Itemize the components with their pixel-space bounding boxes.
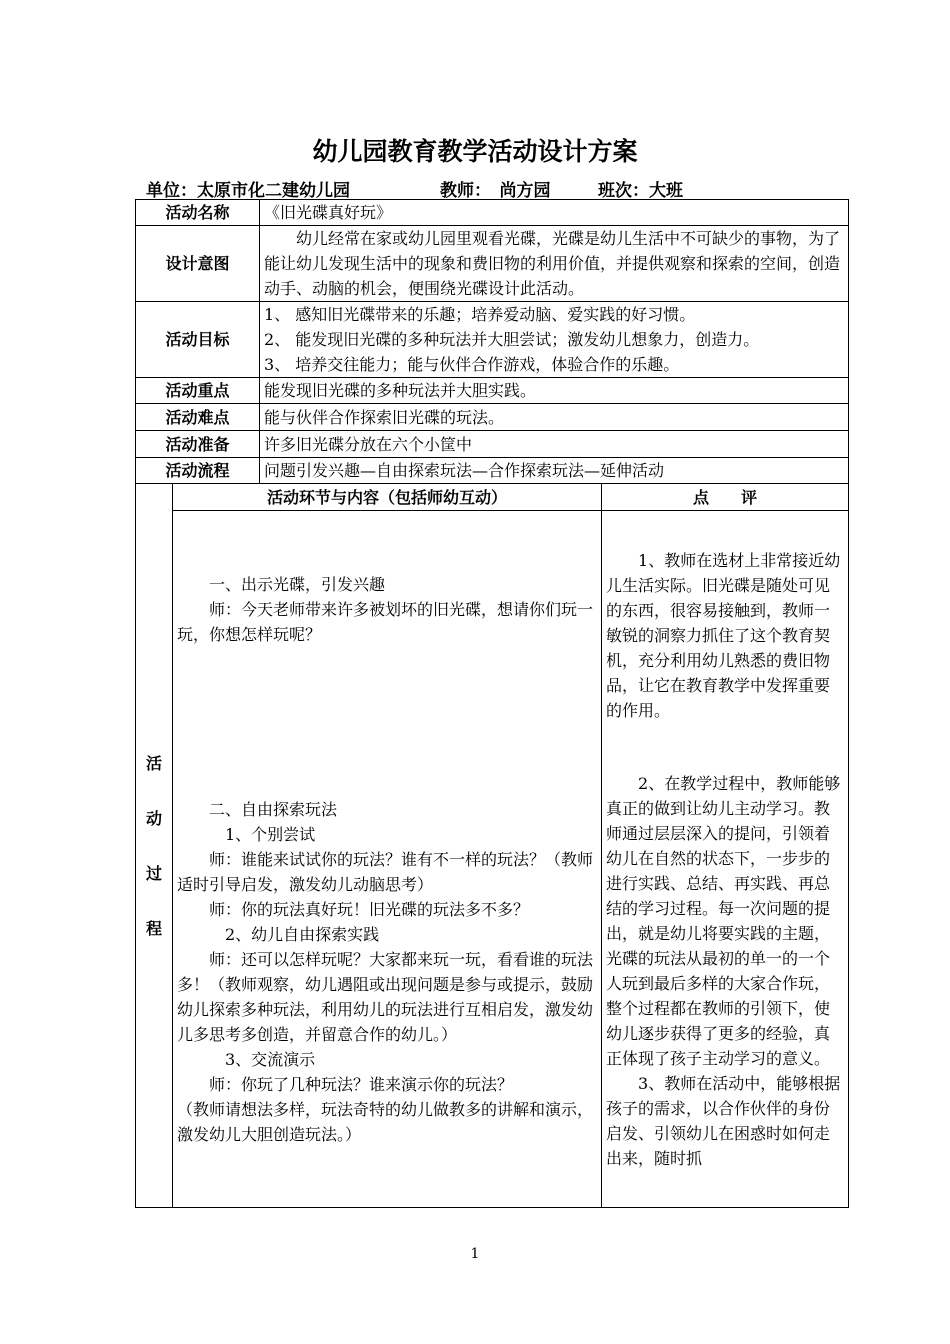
comment-column-header: 点 评: [602, 484, 849, 511]
process-header-row: [136, 484, 849, 511]
goal-item: 3、 培养交往能力；能与伙伴合作游戏，体验合作的乐趣。: [264, 355, 680, 374]
page-number: 1: [470, 1246, 480, 1262]
design-intent-label: 设计意图: [136, 226, 260, 302]
goal-item: 2、 能发现旧光碟的多种玩法并大胆尝试；激发幼儿想象力，创造力。: [264, 330, 760, 349]
row-activity-name: [136, 200, 849, 226]
goal-item: 1、 感知旧光碟带来的乐趣；培养爱动脑、爱实践的好习惯。: [264, 305, 696, 324]
row-flow: [136, 458, 849, 484]
paragraph: 师：你玩了几种玩法？谁来演示你的玩法？: [209, 1074, 514, 1094]
activity-name-value: 《旧光碟真好玩》: [260, 200, 849, 226]
key-point-label: 活动重点: [136, 378, 260, 404]
activity-plan-table: [135, 199, 849, 1208]
paragraph: （教师请想法多样，玩法奇特的幼儿做教多的讲解和演示，激发幼儿大胆创造玩法。）: [177, 1099, 594, 1144]
teacher-label: 教师： 尚方园: [440, 181, 551, 201]
content-column-header: 活动环节与内容（包括师幼互动）: [173, 484, 602, 511]
process-char: 程: [145, 918, 162, 938]
class-label: 班次：大班: [598, 181, 683, 201]
key-point-value: 能发现旧光碟的多种玩法并大胆实践。: [260, 378, 849, 404]
document-title: 幼儿园教育教学活动设计方案: [312, 137, 638, 166]
paragraph: 师：还可以怎样玩呢？大家都来玩一玩，看看谁的玩法多！（教师观察，幼儿遇阻或出现问题是参与或提示，鼓励幼儿探索多种玩法，利用幼儿的玩法进行互相启发，激发幼儿多思考多创造，并留意合作的幼儿。）: [177, 949, 594, 1044]
comment-paragraph: 2、在教学过程中，教师能够真正的做到让幼儿主动学习。教师通过层层深入的提问，引领着幼儿在自然的状态下，一步步的进行实践、总结、再实践、再总结的学习过程。每一次问题的提出，就是幼儿将要实践的主题，光碟的玩法从最初的单一的一个人玩到最后多样的大家合作玩，整个过程都在教师的引领下，使幼儿逐步获得了更多的经验，真正体现了孩子主动学习的意义。: [606, 773, 841, 1068]
comment-paragraph: 3、教师在活动中，能够根据孩子的需求，以合作伙伴的身份启发、引领幼儿在困惑时如何走出来，随时抓: [606, 1073, 841, 1168]
activity-goals-label: 活动目标: [136, 302, 260, 378]
process-body-row: [136, 511, 849, 1208]
design-intent-value: 幼儿经常在家或幼儿园里观看光碟，光碟是幼儿生活中不可缺少的事物，为了能让幼儿发现生活中的现象和费旧物的利用价值，并提供观察和探索的空间，创造动手、动脑的机会，便围绕光碟设计此活动。: [260, 226, 849, 302]
subsection-title: 2、幼儿自由探索实践: [225, 924, 380, 944]
section-title: 二、自由探索玩法: [209, 799, 338, 819]
row-design-intent: [136, 226, 849, 302]
row-difficulty: [136, 404, 849, 431]
activity-name-label: 活动名称: [136, 200, 260, 226]
difficulty-label: 活动难点: [136, 404, 260, 431]
row-key-point: [136, 378, 849, 404]
subsection-title: 1、个别尝试: [225, 824, 316, 844]
unit-label: 单位：太原市化二建幼儿园: [146, 181, 350, 201]
section-title: 一、出示光碟，引发兴趣: [209, 574, 386, 594]
preparation-label: 活动准备: [136, 431, 260, 458]
difficulty-value: 能与伙伴合作探索旧光碟的玩法。: [260, 404, 849, 431]
comment-cell: [602, 511, 849, 1208]
row-activity-goals: [136, 302, 849, 378]
process-char: 过: [145, 863, 162, 883]
preparation-value: 许多旧光碟分放在六个小筐中: [260, 431, 849, 458]
comment-paragraph: 1、教师在选材上非常接近幼儿生活实际。旧光碟是随处可见的东西，很容易接触到，教师一敏锐的洞察力抓住了这个教育契机，充分利用幼儿熟悉的费旧物品，让它在教育教学中发挥重要的作用。: [606, 550, 841, 720]
process-side-label: [136, 484, 173, 1208]
flow-label: 活动流程: [136, 458, 260, 484]
process-char: 活: [145, 753, 162, 773]
activity-goals-value: [260, 302, 849, 378]
paragraph: 师：今天老师带来许多被划坏的旧光碟，想请你们玩一玩，你想怎样玩呢？: [177, 599, 594, 644]
subsection-title: 3、交流演示: [225, 1049, 316, 1069]
paragraph: 师：谁能来试试你的玩法？谁有不一样的玩法？（教师适时引导启发，激发幼儿动脑思考）: [177, 849, 594, 894]
flow-value: 问题引发兴趣—自由探索玩法—合作探索玩法—延伸活动: [260, 458, 849, 484]
paragraph: 师：你的玩法真好玩！旧光碟的玩法多不多？: [209, 899, 530, 919]
row-preparation: [136, 431, 849, 458]
activity-content-cell: [173, 511, 602, 1208]
process-char: 动: [145, 808, 162, 828]
